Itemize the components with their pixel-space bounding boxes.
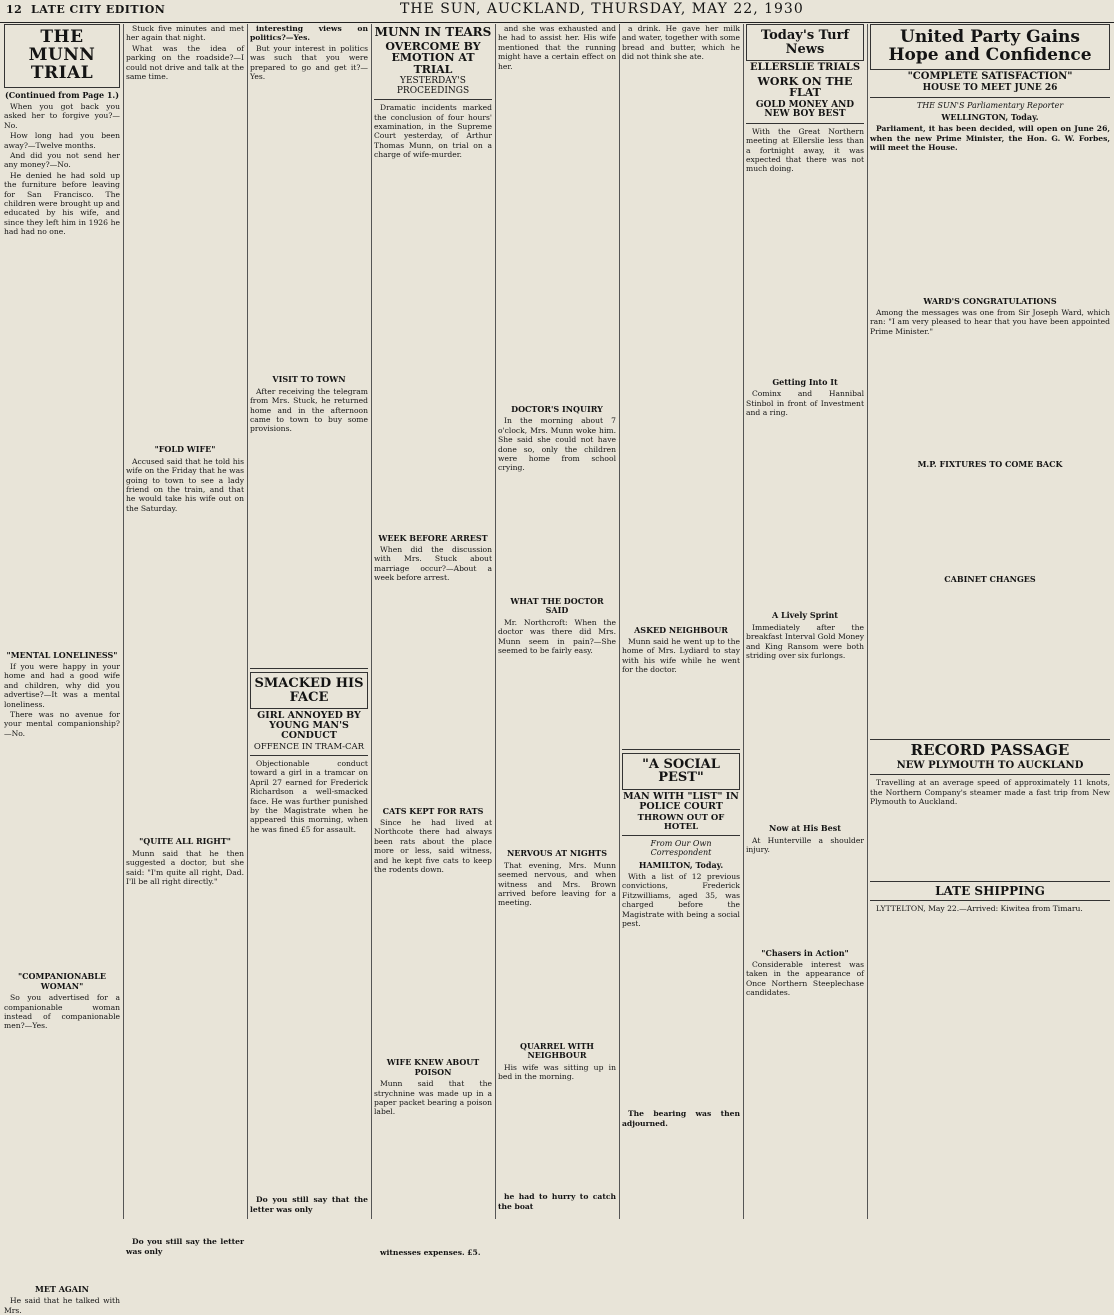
deck-work-flat: WORK ON THE FLAT [757, 74, 853, 100]
text-block [746, 856, 864, 946]
column-rule [743, 24, 744, 1219]
article-paragraph: Munn said that he then suggested a doctor, but she said: "I'm quite all right, Dad. I'll be all right directly." [126, 848, 244, 886]
article-paragraph: If you were happy in your home and had a good wife and children, why did you advertise?—It was a mental loneliness. [4, 662, 120, 709]
headline-late-shipping: LATE SHIPPING [935, 883, 1045, 898]
text-block [250, 835, 368, 1195]
subheading: Getting Into It [772, 376, 838, 387]
subheading: QUARREL WITH NEIGHBOUR [520, 1040, 594, 1061]
text-block [250, 82, 368, 372]
deck-girl-annoyed: GIRL ANNOYED BY YOUNG MAN'S CONDUCT [257, 710, 361, 742]
article-paragraph: And did you not send her any money?—No. [4, 150, 120, 170]
headline-box [4, 24, 120, 88]
column-united-party [870, 24, 1110, 1219]
text-block [250, 435, 368, 665]
article-paragraph: Munn said he went up to the home of Mrs. Lydiard to stay with his wife while he went for the doctor. [622, 637, 740, 675]
article-paragraph: Considerable interest was taken in the appearance of Once Northern Steeplechase candidates. [746, 960, 864, 998]
article-paragraph: But your interest in politics was such that you were prepared to go and get it?—Yes. [250, 43, 368, 82]
article-paragraph: Dramatic incidents marked the conclusion of four hours' examination, in the Supreme Court yesterday, of Arthur Thomas Munn, on trial on a charge of wife-murder. [374, 103, 492, 160]
headline-munn-trial: THE MUNN TRIAL [28, 27, 96, 83]
divider [374, 99, 492, 100]
article-paragraph: Since he had lived at Northcote there had always been rats about the place more or less, said witness, and he kept five cats to keep the rodents down. [374, 817, 492, 875]
article-paragraph: How long had you been away?—Twelve months. [4, 131, 120, 150]
article-paragraph: Immediately after the breakfast Interval Gold Money and King Ransom were both striding over six furlongs. [746, 622, 864, 661]
text-block [870, 337, 1110, 457]
text-block [126, 82, 244, 442]
article-paragraph: Cominx and Hannibal Stinbol in front of Investment and a ring. [746, 389, 864, 417]
headline-smacked-his-face: SMACKED HIS FACE [254, 675, 364, 705]
article-paragraph: What was the idea of parking on the roadside?—I could not drive and talk at the same time. [126, 43, 244, 82]
text-block [498, 656, 616, 846]
text-block [746, 175, 864, 375]
column-trial-continued [126, 24, 244, 1256]
continued-note: (Continued from Page 1.) [5, 89, 119, 100]
article-paragraph: With the Great Northern meeting at Ellerslie less than a fortnight away, it was expected that there was not much doing. [746, 126, 864, 174]
article-paragraph: Among the messages was one from Sir Joseph Ward, which ran: "I am very pleased to hear that you have been appointed Prime Minister." [870, 308, 1110, 336]
article-paragraph: With a list of 12 previous convictions, Frederick Fitzwilliams, aged 35, was charged before the Magistrate with being a social pest. [622, 871, 740, 928]
text-block [870, 808, 1110, 878]
text-block [126, 514, 244, 834]
column-smacked [250, 24, 368, 1219]
divider [870, 881, 1110, 882]
dateline: HAMILTON, Today. [638, 859, 724, 870]
text-block [498, 72, 616, 402]
divider [870, 739, 1110, 740]
divider [250, 755, 368, 756]
text-block [498, 474, 616, 594]
text-block [498, 1082, 616, 1192]
article-paragraph: Travelling at an average speed of approximately 11 knots, the Northern Company's steamer made a fast trip from New Plymouth to Auckland. [870, 778, 1110, 807]
divider [870, 97, 1110, 98]
subheading: CATS KEPT FOR RATS [382, 805, 484, 816]
article-paragraph: There was no avenue for your mental companionship?—No. [4, 710, 120, 738]
headline-united-party: United Party Gains Hope and Confidence [888, 27, 1092, 65]
subheading: MET AGAIN [35, 1283, 89, 1294]
text-block [374, 584, 492, 804]
article-paragraph: Objectionable conduct toward a girl in a tramcar on April 27 earned for Frederick Richardson a well-smacked face. He was further punished by the Magistrate when he appeared this morning, when he was fined £5 for assault. [250, 758, 368, 834]
article-paragraph: Do you still say that the letter was only [250, 1195, 368, 1214]
text-block [498, 909, 616, 1039]
subheading: A Lively Sprint [771, 610, 838, 621]
column-rule [495, 24, 496, 1219]
column-social-pest [622, 24, 740, 1219]
subheading: VISIT TO TOWN [272, 374, 346, 385]
article-paragraph: After receiving the telegram from Mrs. Stuck, he returned home and in the afternoon came to town to buy some provisions. [250, 386, 368, 434]
article-paragraph: He said that he talked with Mrs. [4, 1296, 120, 1315]
text-block [746, 661, 864, 821]
divider [622, 835, 740, 836]
article-paragraph: Do you still say the letter was only [126, 1237, 244, 1256]
subheading: WHAT THE DOCTOR SAID [510, 595, 604, 616]
article-paragraph: Mr. Northcroft: When the doctor was there did Mrs. Munn seem in pain?—She seemed to be fairly easy. [498, 617, 616, 655]
article-paragraph: a drink. He gave her milk and water, together with some bread and butter, which he did not think she ate. [622, 24, 740, 62]
subheading: WIFE KNEW ABOUT POISON [386, 1057, 480, 1077]
article-paragraph: That evening, Mrs. Munn seemed nervous, and when witness and Mrs. Brown arrived before leaving for a meeting. [498, 860, 616, 908]
column-rule [247, 24, 248, 1219]
text-block [4, 1032, 120, 1282]
divider [870, 900, 1110, 901]
headline-record-passage: RECORD PASSAGE [910, 741, 1070, 760]
text-block [4, 238, 120, 648]
headline-box [250, 672, 368, 709]
article-paragraph: In the morning about 7 o'clock, Mrs. Munn woke him. She said she could not have done so, only the children were home from school crying. [498, 416, 616, 473]
text-block [374, 875, 492, 1055]
text-block [4, 739, 120, 969]
subheading: "QUITE ALL RIGHT" [139, 836, 231, 847]
deck-man-with-list: MAN WITH "LIST" IN POLICE COURT [623, 790, 739, 812]
article-paragraph: When did the discussion with Mrs. Stuck about marriage occur?—About a week before arrest. [374, 544, 492, 583]
text-block [374, 161, 492, 531]
article-paragraph: he had to hurry to catch the boat [498, 1192, 616, 1211]
deck-complete-satisfaction: "COMPLETE SATISFACTION" [907, 70, 1073, 82]
subheading: "MENTAL LONELINESS" [6, 649, 118, 660]
subheading: DOCTOR'S INQUIRY [511, 404, 603, 415]
deck-new-plymouth: NEW PLYMOUTH TO AUCKLAND [896, 759, 1084, 771]
masthead [0, 0, 1114, 23]
article-paragraph: interesting views on politics?—Yes. [250, 24, 368, 43]
column-rule [123, 24, 124, 1219]
column-rule [867, 24, 868, 1219]
article-paragraph: and she was exhausted and he had to assist her. His wife mentioned that the running might have a certain effect on her. [498, 24, 616, 71]
column-munn-continued [498, 24, 616, 1219]
article-paragraph: witnesses expenses. £5. [380, 1247, 481, 1257]
article-paragraph: At Hunterville a shoulder injury. [746, 835, 864, 855]
text-block [870, 472, 1110, 572]
divider [746, 123, 864, 124]
divider [622, 749, 740, 750]
newspaper-masthead: THE SUN, AUCKLAND, THURSDAY, MAY 22, 1930 [400, 1, 804, 17]
column-rule [371, 24, 372, 1219]
article-paragraph: When you got back you asked her to forgive you?—No. [4, 101, 120, 130]
headline-munn-in-tears: MUNN IN TEARS [374, 25, 492, 39]
text-block [622, 63, 740, 623]
deck-house-meet: HOUSE TO MEET JUNE 26 [922, 83, 1058, 94]
byline: From Our Own Correspondent [650, 838, 712, 858]
divider [250, 668, 368, 669]
text-block [622, 929, 740, 1109]
headline-social-pest: "A SOCIAL PEST" [642, 756, 720, 786]
text-block [126, 887, 244, 1237]
page-number-edition: 12 LATE CITY EDITION [6, 3, 166, 16]
subheading: Now at His Best [769, 823, 841, 834]
deck-offence-tram: OFFENCE IN TRAM-CAR [253, 742, 365, 753]
article-paragraph: Parliament, it has been decided, will open on June 26, when the new Prime Minister, the Hon. G. W. Forbes, will meet the House. [870, 124, 1110, 153]
column-munn-trial [4, 24, 120, 1315]
article-paragraph: Stuck five minutes and met her again that night. [126, 24, 244, 43]
deck-thrown-out: THROWN OUT OF HOTEL [637, 812, 725, 832]
text-block [870, 586, 1110, 736]
article-paragraph: So you advertised for a companionable woman instead of companionable men?—Yes. [4, 993, 120, 1031]
headline-turf-news: Today's Turf News [760, 28, 850, 57]
divider [870, 774, 1110, 775]
article-paragraph: He denied he had sold up the furniture before leaving for San Francisco. The children were brought up and educated by his wife, and since they left him in 1926 he had had no one. [4, 170, 120, 237]
subheading: WEEK BEFORE ARREST [378, 532, 488, 543]
text-block [870, 154, 1110, 294]
deck-gold-money: GOLD MONEY AND NEW BOY BEST [755, 99, 855, 120]
deck-yesterday: YESTERDAY'S PROCEEDINGS [396, 76, 470, 96]
byline: THE SUN'S Parliamentary Reporter [916, 100, 1064, 110]
page-body [0, 24, 1114, 1315]
headline-box [870, 24, 1110, 70]
dateline: WELLINGTON, Today. [941, 112, 1039, 123]
text-block [374, 1118, 492, 1248]
article-paragraph: LYTTELTON, May 22.—Arrived: Kiwitea from Timaru. [876, 904, 1083, 914]
article-paragraph: The bearing was then adjourned. [622, 1109, 740, 1128]
article-paragraph: Accused said that he told his wife on the Friday that he was going to town to see a lady friend on the train, and that he would take his wife out on the Saturday. [126, 456, 244, 513]
subheading: "FOLD WIFE" [154, 444, 216, 455]
column-rule [619, 24, 620, 1219]
column-munn-tears [374, 24, 492, 1257]
article-paragraph: His wife was sitting up in bed in the morning. [498, 1062, 616, 1081]
subheading: CABINET CHANGES [944, 573, 1036, 584]
column-turf-news [746, 24, 864, 1219]
text-block [746, 418, 864, 608]
headline-box [622, 753, 740, 790]
deck-overcome: OVERCOME BY EMOTION AT TRIAL [385, 39, 481, 76]
subheading: ASKED NEIGHBOUR [634, 624, 728, 635]
text-block [622, 676, 740, 746]
headline-box [746, 24, 864, 61]
deck-ellerslie: ELLERSLIE TRIALS [749, 62, 861, 74]
subheading: "COMPANIONABLE WOMAN" [17, 971, 107, 991]
subheading: M.P. FIXTURES TO COME BACK [917, 459, 1063, 470]
subheading: WARD'S CONGRATULATIONS [923, 295, 1057, 306]
subheading: "Chasers in Action" [761, 947, 849, 958]
article-paragraph: Munn said that the strychnine was made up in a paper packet bearing a poison label. [374, 1079, 492, 1117]
subheading: NERVOUS AT NIGHTS [506, 848, 608, 859]
